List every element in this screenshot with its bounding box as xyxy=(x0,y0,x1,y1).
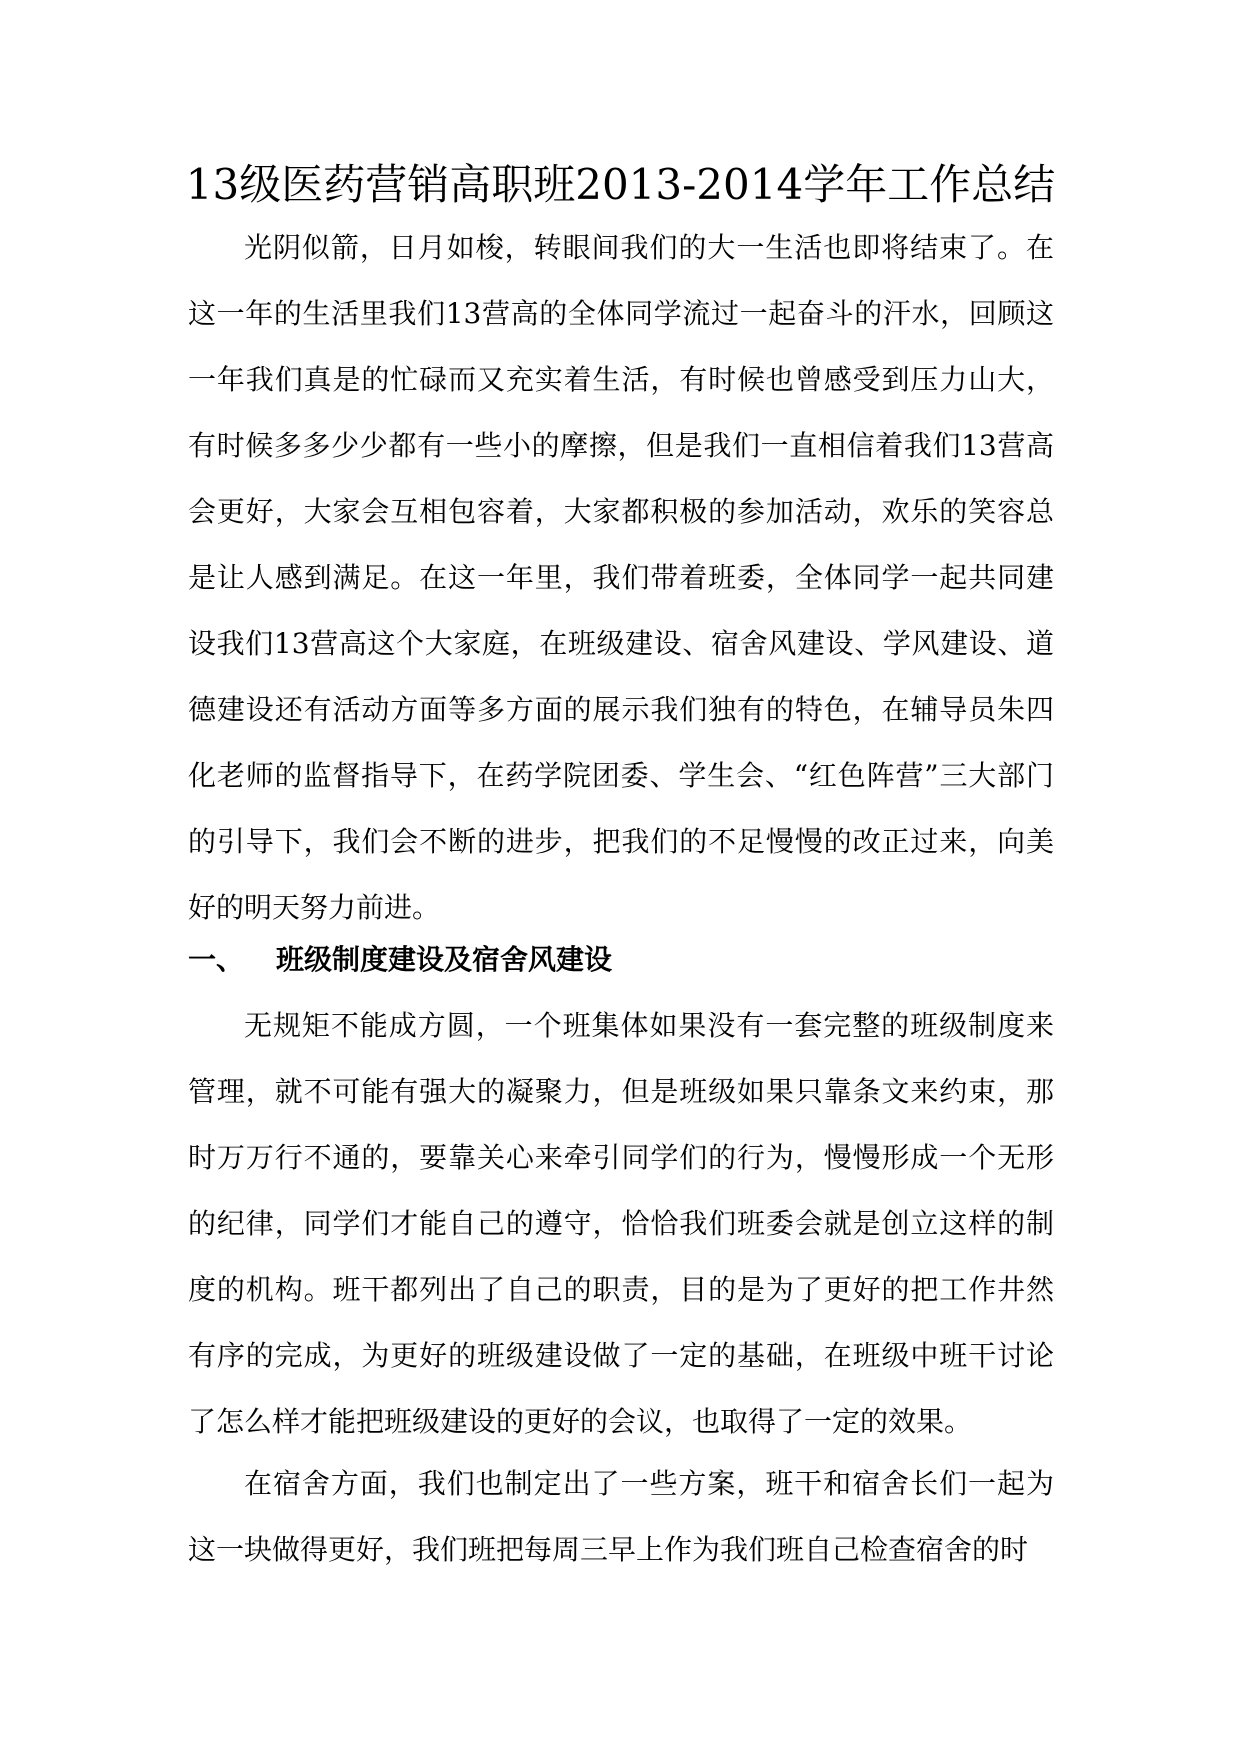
intro-paragraph: 光阴似箭，日月如梭，转眼间我们的大一生活也即将结束了。在这一年的生活里我们13营高的全体同学流过一起奋斗的汗水，回顾这一年我们真是的忙碌而又充实着生活，有时候也曾感受到压力山大，有时候多多少少都有一些小的摩擦，但是我们一直相信着我们13营高会更好，大家会互相包容着，大家都积极的参加活动，欢乐的笑容总是让人感到满足。在这一年里，我们带着班委，全体同学一起共同建设我们13营高这个大家庭，在班级建设、宿舍风建设、学风建设、道德建设还有活动方面等多方面的展示我们独有的特色，在辅导员朱四化老师的监督指导下，在药学院团委、学生会、“红色阵营”三大部门的引导下，我们会不断的进步，把我们的不足慢慢的改正过来，向美好的明天努力前进。 xyxy=(188,231,1054,924)
dorm-paragraph-block xyxy=(188,1451,1054,1583)
section-number: 一、 xyxy=(188,943,245,976)
class-rules-paragraph: 无规矩不能成方圆，一个班集体如果没有一套完整的班级制度来管理，就不可能有强大的凝聚力，但是班级如果只靠条文来约束，那时万万行不通的，要靠关心来牵引同学们的行为，慢慢形成一个无形的纪律，同学们才能自己的遵守，恰恰我们班委会就是创立这样的制度的机构。班干都列出了自己的职责，目的是为了更好的把工作井然有序的完成，为更好的班级建设做了一定的基础，在班级中班干讨论了怎么样才能把班级建设的更好的会议，也取得了一定的效果。 xyxy=(188,1009,1054,1438)
section-heading-text: 班级制度建设及宿舍风建设 xyxy=(276,943,613,976)
rules-paragraph-block xyxy=(188,993,1054,1455)
section-heading xyxy=(188,927,1054,993)
intro-paragraph-block xyxy=(188,215,1054,941)
dormitory-paragraph: 在宿舍方面，我们也制定出了一些方案，班干和宿舍长们一起为这一块做得更好，我们班把每周三早上作为我们班自己检查宿舍的时 xyxy=(188,1467,1054,1566)
document-title: 13级医药营销高职班2013-2014学年工作总结 xyxy=(185,160,1056,209)
